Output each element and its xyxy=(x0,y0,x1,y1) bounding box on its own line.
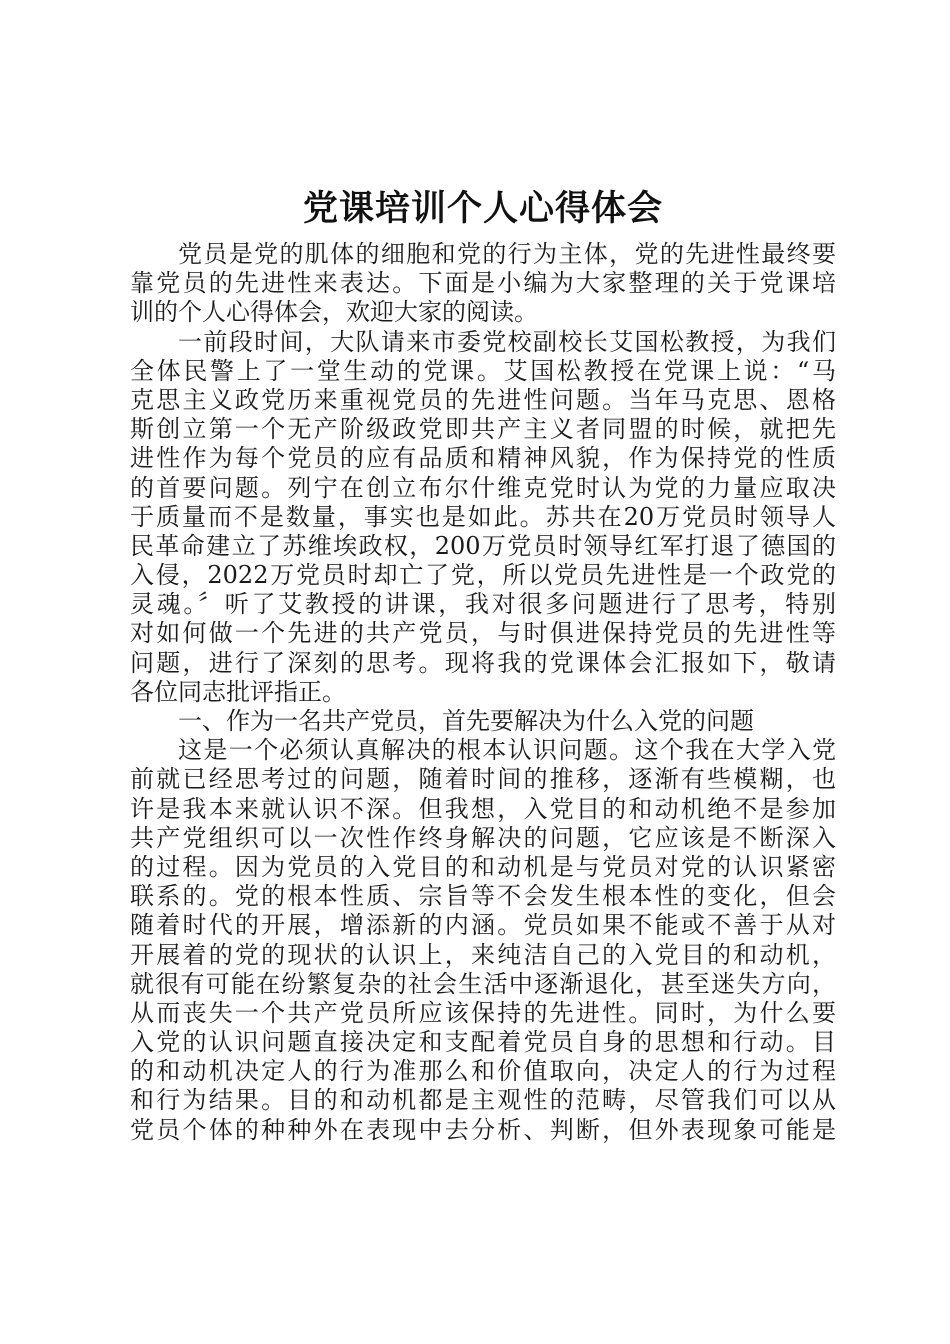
text-line: 问题，进行了深刻的思考。现将我的党课体会汇报如下，敬请 xyxy=(130,648,836,677)
text-line: 开展着的党的现状的认识上，来纯洁自己的入党目的和动机， xyxy=(130,940,836,969)
text-line: 进性作为每个党员的应有品质和精神风貌，作为保持党的性质 xyxy=(130,444,836,473)
text-line: 前就已经思考过的问题，随着时间的推移，逐渐有些模糊，也 xyxy=(130,765,836,794)
text-line: 联系的。党的根本性质、宗旨等不会发生根本性的变化，但会 xyxy=(130,882,836,911)
document-page xyxy=(130,182,836,1145)
text-line: 入侵，2022万党员时却亡了党，所以党员先进性是一个政党的 xyxy=(130,561,836,590)
text-line: 训的个人心得体会，欢迎大家的阅读。 xyxy=(130,298,538,327)
text-line: 随着时代的开展，增添新的内涵。党员如果不能或不善于从对 xyxy=(130,911,836,940)
text-line: 共产党组织可以一次性作终身解决的问题，它应该是不断深入 xyxy=(130,823,836,852)
text-line: 一、作为一名共产党员，首先要解决为什么入党的问题 xyxy=(178,707,754,735)
text-line: 灵魂。〞听了艾教授的讲课，我对很多问题进行了思考，特别 xyxy=(130,590,836,619)
text-line: 民革命建立了苏维埃政权，200万党员时领导红军打退了德国的 xyxy=(130,531,836,560)
document-body xyxy=(130,240,836,1145)
text-line: 从而丧失一个共产党员所应该保持的先进性。同时，为什么要 xyxy=(130,998,836,1027)
text-line: 入党的认识问题直接决定和支配着党员自身的思想和行动。目 xyxy=(130,1028,836,1057)
text-line: 对如何做一个先进的共产党员，与时俱进保持党员的先进性等 xyxy=(130,619,836,648)
text-line: 的和动机决定人的行为准那么和价值取向，决定人的行为过程 xyxy=(130,1057,836,1086)
text-line: 全体民警上了一堂生动的党课。艾国松教授在党课上说：“马 xyxy=(130,356,836,385)
text-line: 许是我本来就认识不深。但我想，入党目的和动机绝不是参加 xyxy=(130,794,836,823)
text-line: 的过程。因为党员的入党目的和动机是与党员对党的认识紧密 xyxy=(130,852,836,881)
text-line: 党员个体的种种外在表现中去分析、判断，但外表现象可能是 xyxy=(130,1115,836,1144)
text-line: 一前段时间，大队请来市委党校副校长艾国松教授，为我们 xyxy=(178,327,836,356)
text-line: 靠党员的先进性来表达。下面是小编为大家整理的关于党课培 xyxy=(130,269,836,298)
text-line: 和行为结果。目的和动机都是主观性的范畴，尽管我们可以从 xyxy=(130,1086,836,1115)
text-line: 这是一个必须认真解决的根本认识问题。这个我在大学入党 xyxy=(178,736,836,765)
text-line: 各位同志批评指正。 xyxy=(130,677,346,706)
text-line: 党员是党的肌体的细胞和党的行为主体，党的先进性最终要 xyxy=(178,240,836,268)
text-line: 就很有可能在纷繁复杂的社会生活中逐渐退化，甚至迷失方向， xyxy=(130,969,836,998)
text-line: 克思主义政党历来重视党员的先进性问题。当年马克思、恩格 xyxy=(130,385,836,414)
text-line: 于质量而不是数量，事实也是如此。苏共在20万党员时领导人 xyxy=(130,502,836,531)
text-line: 的首要问题。列宁在创立布尔什维克党时认为党的力量应取决 xyxy=(130,473,836,502)
document-title: 党课培训个人心得体会 xyxy=(302,188,663,229)
text-line: 斯创立第一个无产阶级政党即共产主义者同盟的时候，就把先 xyxy=(130,415,836,444)
